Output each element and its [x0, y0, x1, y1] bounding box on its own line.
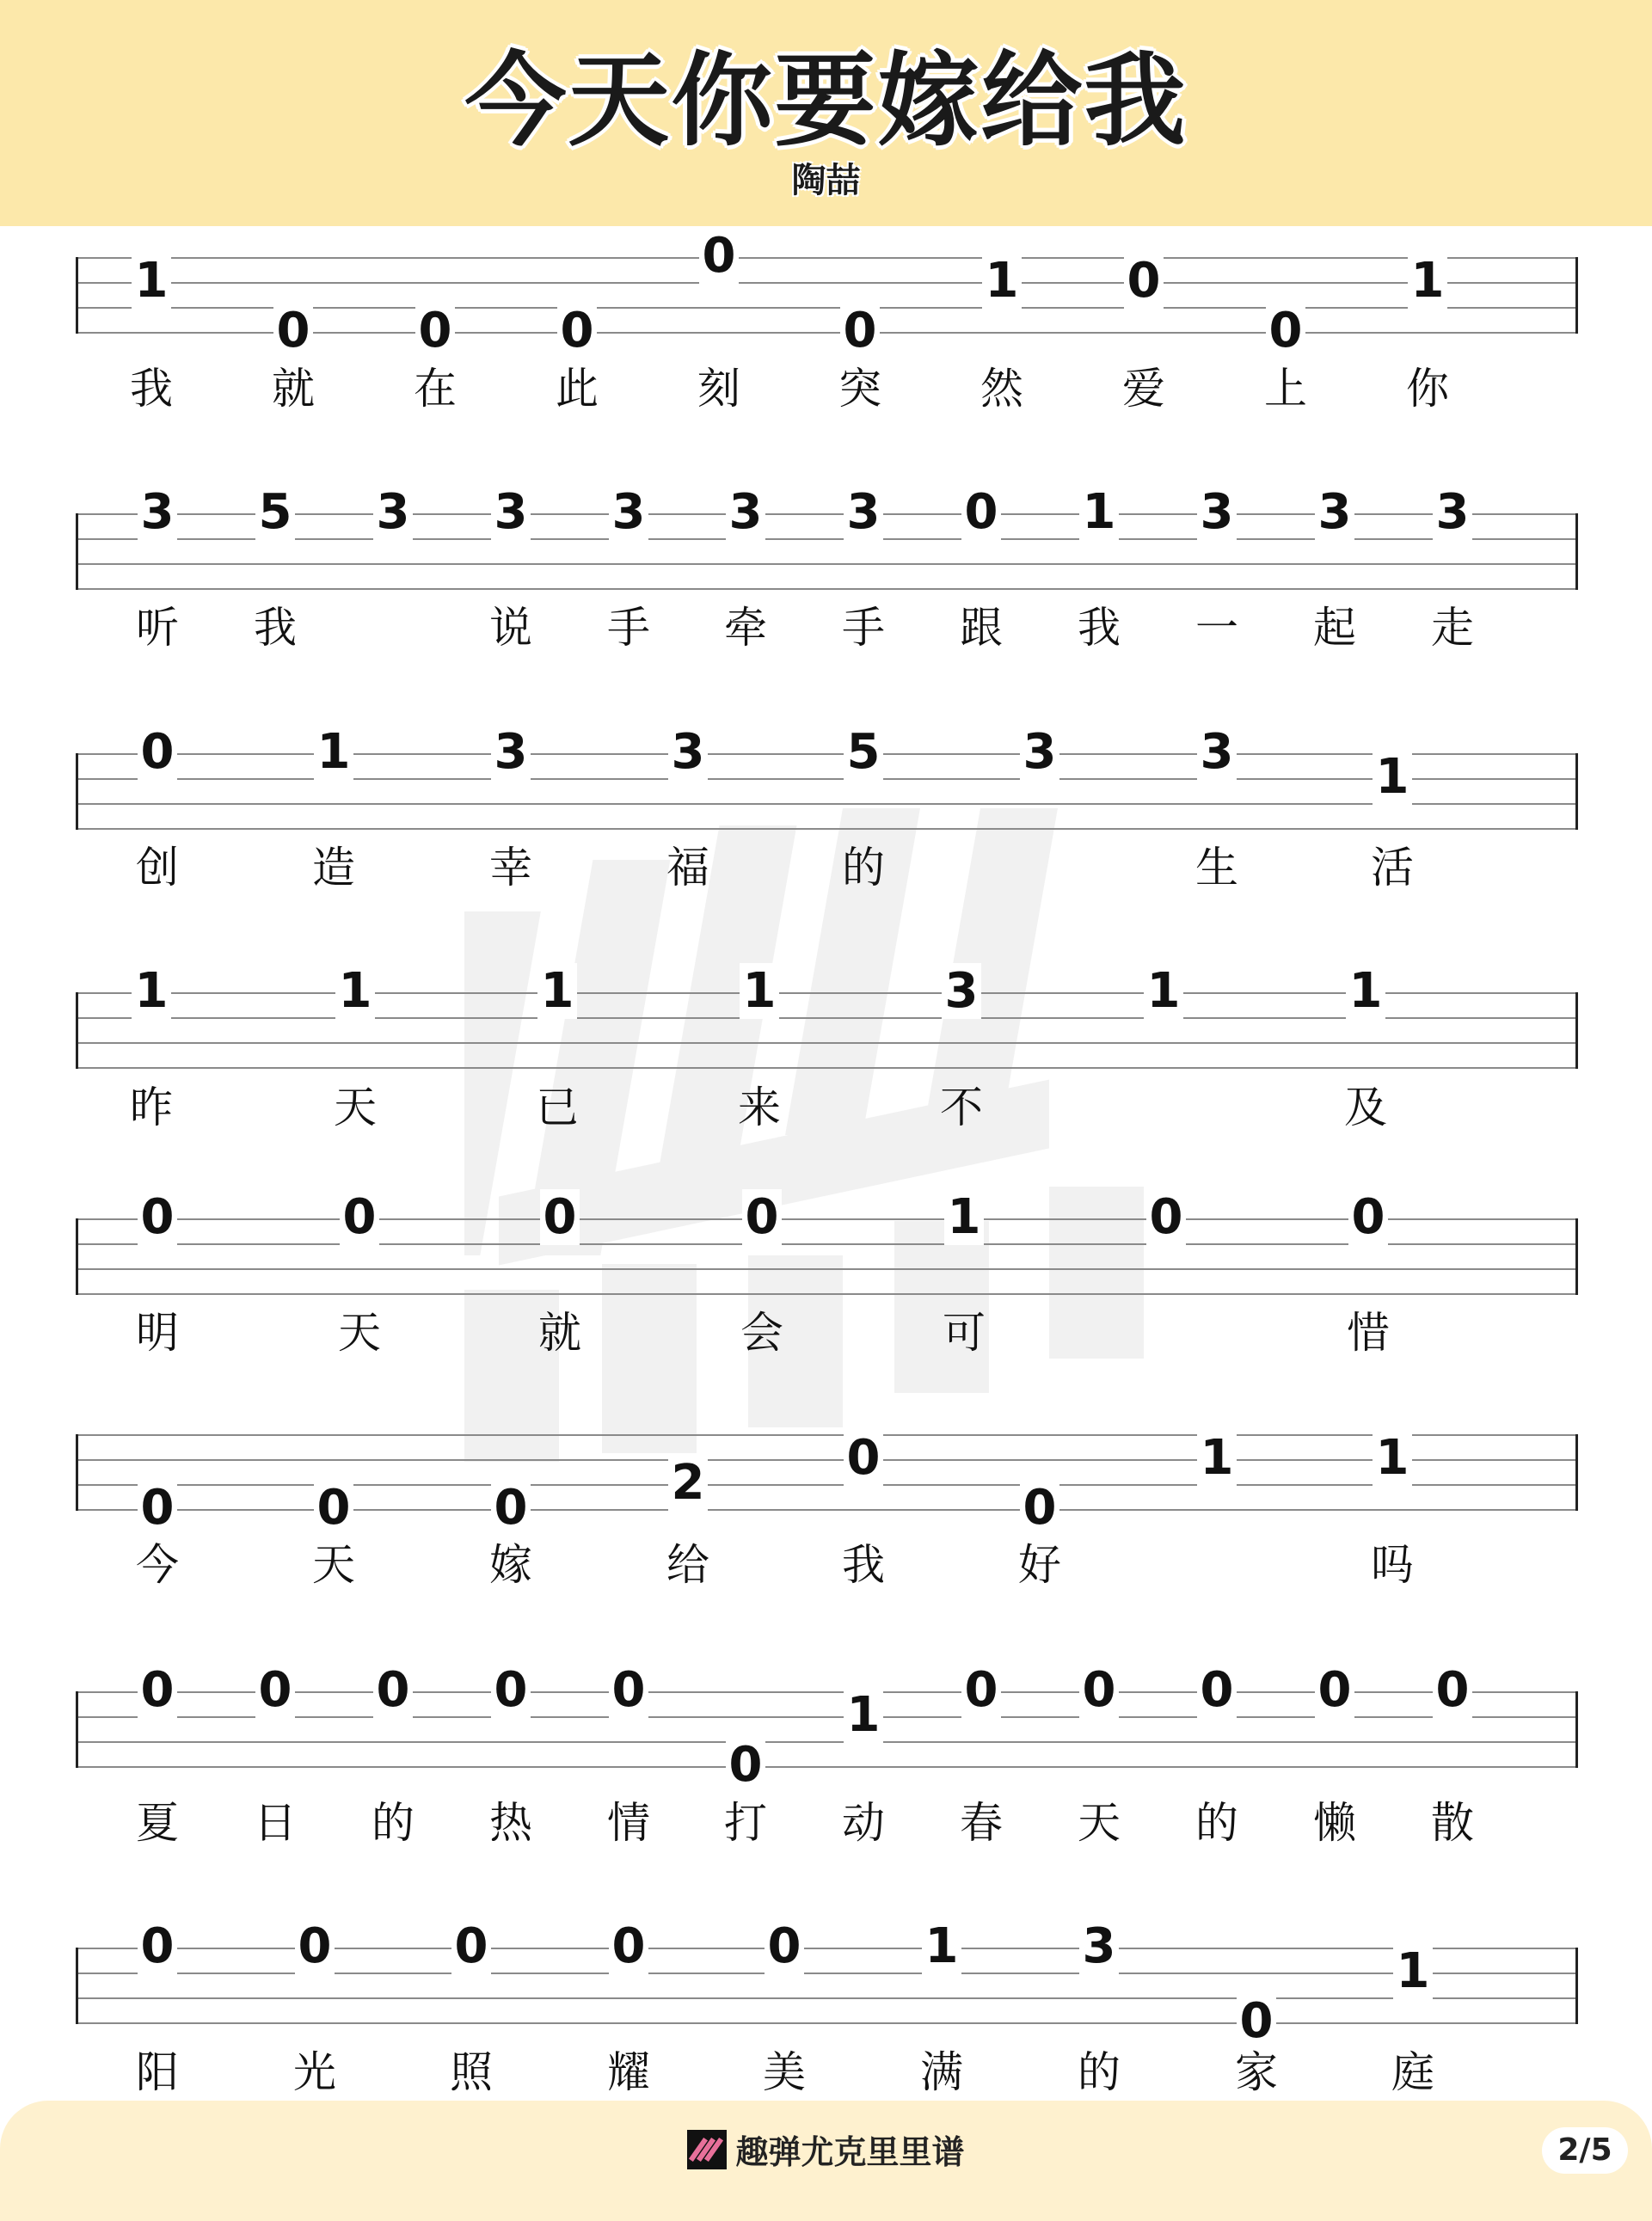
fret-number: 0: [132, 728, 183, 776]
fret-number: 0: [1342, 1193, 1394, 1242]
fret-number: 0: [1260, 307, 1311, 355]
lyric-char: 会: [740, 1308, 783, 1358]
lyric-char: 春: [960, 1798, 1003, 1848]
lyric-char: 我: [130, 364, 173, 414]
lyric-char: 生: [1195, 843, 1238, 893]
fret-number: 3: [720, 488, 771, 537]
lyric-char: 创: [136, 843, 179, 893]
fret-number: 3: [367, 488, 419, 537]
fret-number: 0: [132, 1923, 183, 1971]
fret-number: 1: [1366, 753, 1418, 801]
lyric-char: 光: [293, 2047, 336, 2097]
lyric-char: 走: [1431, 603, 1474, 653]
fret-number: 0: [551, 307, 603, 355]
fret-number: 0: [1309, 1666, 1360, 1715]
string-line: [78, 803, 1575, 805]
watermark-logo-icon: [464, 808, 1187, 1462]
string-line: [78, 257, 1575, 259]
fret-number: 1: [329, 967, 381, 1015]
lyric-char: 已: [536, 1083, 579, 1132]
lyric-char: 手: [842, 603, 885, 653]
fret-number: 1: [838, 1691, 889, 1739]
fret-number: 0: [955, 488, 1007, 537]
lyric-char: 天: [312, 1540, 355, 1590]
lyric-char: 幸: [489, 843, 532, 893]
lyric-char: 我: [842, 1540, 885, 1590]
fret-number: 0: [308, 1484, 359, 1532]
lyric-char: 牵: [724, 603, 767, 653]
fret-number: 3: [662, 728, 714, 776]
fret-number: 1: [531, 967, 583, 1015]
lyric-char: 然: [980, 364, 1023, 414]
fret-number: 1: [126, 967, 177, 1015]
tab-staff: [76, 753, 1578, 830]
fret-number: 3: [936, 967, 987, 1015]
fret-number: 0: [485, 1484, 537, 1532]
string-line: [78, 1042, 1575, 1044]
lyric-char: 就: [538, 1308, 581, 1358]
fret-number: 3: [1014, 728, 1066, 776]
brand-logo-icon: [687, 2130, 727, 2169]
fret-number: 1: [1138, 967, 1189, 1015]
brand: [0, 2126, 1652, 2170]
fret-number: 3: [485, 728, 537, 776]
lyric-char: 照: [450, 2047, 493, 2097]
lyric-char: 昨: [130, 1083, 173, 1132]
fret-number: 0: [758, 1923, 810, 1971]
lyric-char: 热: [489, 1798, 532, 1848]
fret-number: 1: [976, 257, 1028, 305]
lyric-char: 就: [272, 364, 315, 414]
fret-number: 0: [249, 1666, 301, 1715]
fret-number: 0: [367, 1666, 419, 1715]
fret-number: 5: [838, 728, 889, 776]
artist-name: 陶喆: [791, 161, 861, 200]
string-line: [78, 753, 1575, 755]
lyric-char: 造: [312, 843, 355, 893]
fret-number: 1: [916, 1923, 967, 1971]
lyric-char: 可: [943, 1308, 986, 1358]
fret-number: 0: [838, 1434, 889, 1482]
fret-number: 3: [485, 488, 537, 537]
lyric-char: 说: [489, 603, 532, 653]
fret-number: 0: [603, 1666, 654, 1715]
lyric-char: 好: [1018, 1540, 1061, 1590]
string-line: [78, 1741, 1575, 1743]
fret-number: 0: [834, 307, 886, 355]
string-line: [78, 2022, 1575, 2024]
fret-number: 1: [1402, 257, 1453, 305]
lyric-char: 此: [556, 364, 599, 414]
lyric-char: 家: [1235, 2047, 1278, 2097]
lyric-char: 夏: [136, 1798, 179, 1848]
page-indicator: 2/5: [1542, 2127, 1628, 2174]
lyric-char: 阳: [136, 2047, 179, 2097]
lyric-char: 福: [666, 843, 709, 893]
fret-number: 1: [1387, 1948, 1439, 1996]
lyric-char: 满: [920, 2047, 963, 2097]
string-line: [78, 1434, 1575, 1436]
lyric-char: 天: [338, 1308, 381, 1358]
fret-number: 1: [1366, 1434, 1418, 1482]
fret-number: 1: [308, 728, 359, 776]
fret-number: 1: [1340, 967, 1391, 1015]
fret-number: 0: [1140, 1193, 1192, 1242]
lyric-char: 惜: [1347, 1308, 1390, 1358]
fret-number: 3: [132, 488, 183, 537]
lyric-char: 跟: [960, 603, 1003, 653]
string-line: [78, 1509, 1575, 1511]
lyric-char: 明: [136, 1308, 179, 1358]
lyric-char: 来: [738, 1083, 781, 1132]
fret-number: 1: [938, 1193, 990, 1242]
lyric-char: 天: [1078, 1798, 1121, 1848]
lyric-char: 的: [1195, 1798, 1238, 1848]
fret-number: 1: [1191, 1434, 1243, 1482]
fret-number: 0: [1427, 1666, 1478, 1715]
fret-number: 3: [1427, 488, 1478, 537]
fret-number: 0: [445, 1923, 497, 1971]
fret-number: 0: [1073, 1666, 1125, 1715]
brand-name: 趣弹尤克里里谱: [735, 2133, 965, 2171]
lyric-char: 天: [334, 1083, 377, 1132]
lyric-char: 我: [254, 603, 297, 653]
fret-number: 0: [334, 1193, 385, 1242]
song-title: 今天你要嫁给我: [464, 41, 1188, 160]
lyric-char: 不: [940, 1083, 983, 1132]
string-line: [78, 282, 1575, 284]
lyric-char: 今: [136, 1540, 179, 1590]
lyric-char: 爱: [1122, 364, 1165, 414]
fret-number: 0: [955, 1666, 1007, 1715]
lyric-char: 及: [1344, 1083, 1387, 1132]
lyric-char: 动: [842, 1798, 885, 1848]
fret-number: 0: [603, 1923, 654, 1971]
fret-number: 5: [249, 488, 301, 537]
lyric-char: 的: [1078, 2047, 1121, 2097]
lyric-char: 日: [254, 1798, 297, 1848]
lyric-char: 刻: [697, 364, 740, 414]
string-line: [78, 588, 1575, 590]
fret-number: 1: [126, 257, 177, 305]
fret-number: 0: [132, 1666, 183, 1715]
fret-number: 0: [132, 1193, 183, 1242]
tab-staff: [76, 1434, 1578, 1511]
lyric-char: 懒: [1313, 1798, 1356, 1848]
fret-number: 0: [1014, 1484, 1066, 1532]
lyric-char: 的: [372, 1798, 415, 1848]
lyric-char: 美: [763, 2047, 806, 2097]
fret-number: 0: [1231, 1997, 1282, 2046]
lyric-char: 起: [1313, 603, 1356, 653]
string-line: [78, 1766, 1575, 1768]
string-line: [78, 828, 1575, 830]
fret-number: 3: [1309, 488, 1360, 537]
lyric-char: 吗: [1371, 1540, 1414, 1590]
fret-number: 3: [1191, 728, 1243, 776]
lyric-char: 我: [1078, 603, 1121, 653]
fret-number: 0: [132, 1484, 183, 1532]
string-line: [78, 563, 1575, 565]
fret-number: 3: [603, 488, 654, 537]
lyric-char: 听: [136, 603, 179, 653]
string-line: [78, 1067, 1575, 1069]
fret-number: 0: [720, 1741, 771, 1789]
fret-number: 0: [289, 1923, 341, 1971]
fret-number: 3: [1191, 488, 1243, 537]
string-line: [78, 1459, 1575, 1461]
fret-number: 0: [1191, 1666, 1243, 1715]
lyric-char: 一: [1195, 603, 1238, 653]
lyric-char: 耀: [607, 2047, 650, 2097]
fret-number: 0: [534, 1193, 586, 1242]
lyric-char: 散: [1431, 1798, 1474, 1848]
fret-number: 0: [736, 1193, 788, 1242]
lyric-char: 庭: [1391, 2047, 1434, 2097]
fret-number: 3: [1073, 1923, 1125, 1971]
lyric-char: 你: [1406, 364, 1449, 414]
lyric-char: 手: [607, 603, 650, 653]
string-line: [78, 1268, 1575, 1270]
fret-number: 0: [409, 307, 461, 355]
lyric-char: 情: [607, 1798, 650, 1848]
fret-number: 0: [485, 1666, 537, 1715]
fret-number: 1: [734, 967, 785, 1015]
lyric-char: 嫁: [489, 1540, 532, 1590]
string-line: [78, 778, 1575, 780]
lyric-char: 打: [724, 1798, 767, 1848]
fret-number: 2: [662, 1459, 714, 1507]
lyric-char: 活: [1371, 843, 1414, 893]
lyric-char: 的: [842, 843, 885, 893]
fret-number: 0: [267, 307, 319, 355]
string-line: [78, 1997, 1575, 1999]
lyric-char: 上: [1264, 364, 1307, 414]
lyric-char: 在: [414, 364, 457, 414]
lyric-char: 给: [666, 1540, 709, 1590]
fret-number: 3: [838, 488, 889, 537]
fret-number: 0: [1118, 257, 1170, 305]
string-line: [78, 1484, 1575, 1486]
string-line: [78, 1293, 1575, 1295]
fret-number: 1: [1073, 488, 1125, 537]
lyric-char: 突: [838, 364, 881, 414]
fret-number: 0: [693, 232, 745, 280]
